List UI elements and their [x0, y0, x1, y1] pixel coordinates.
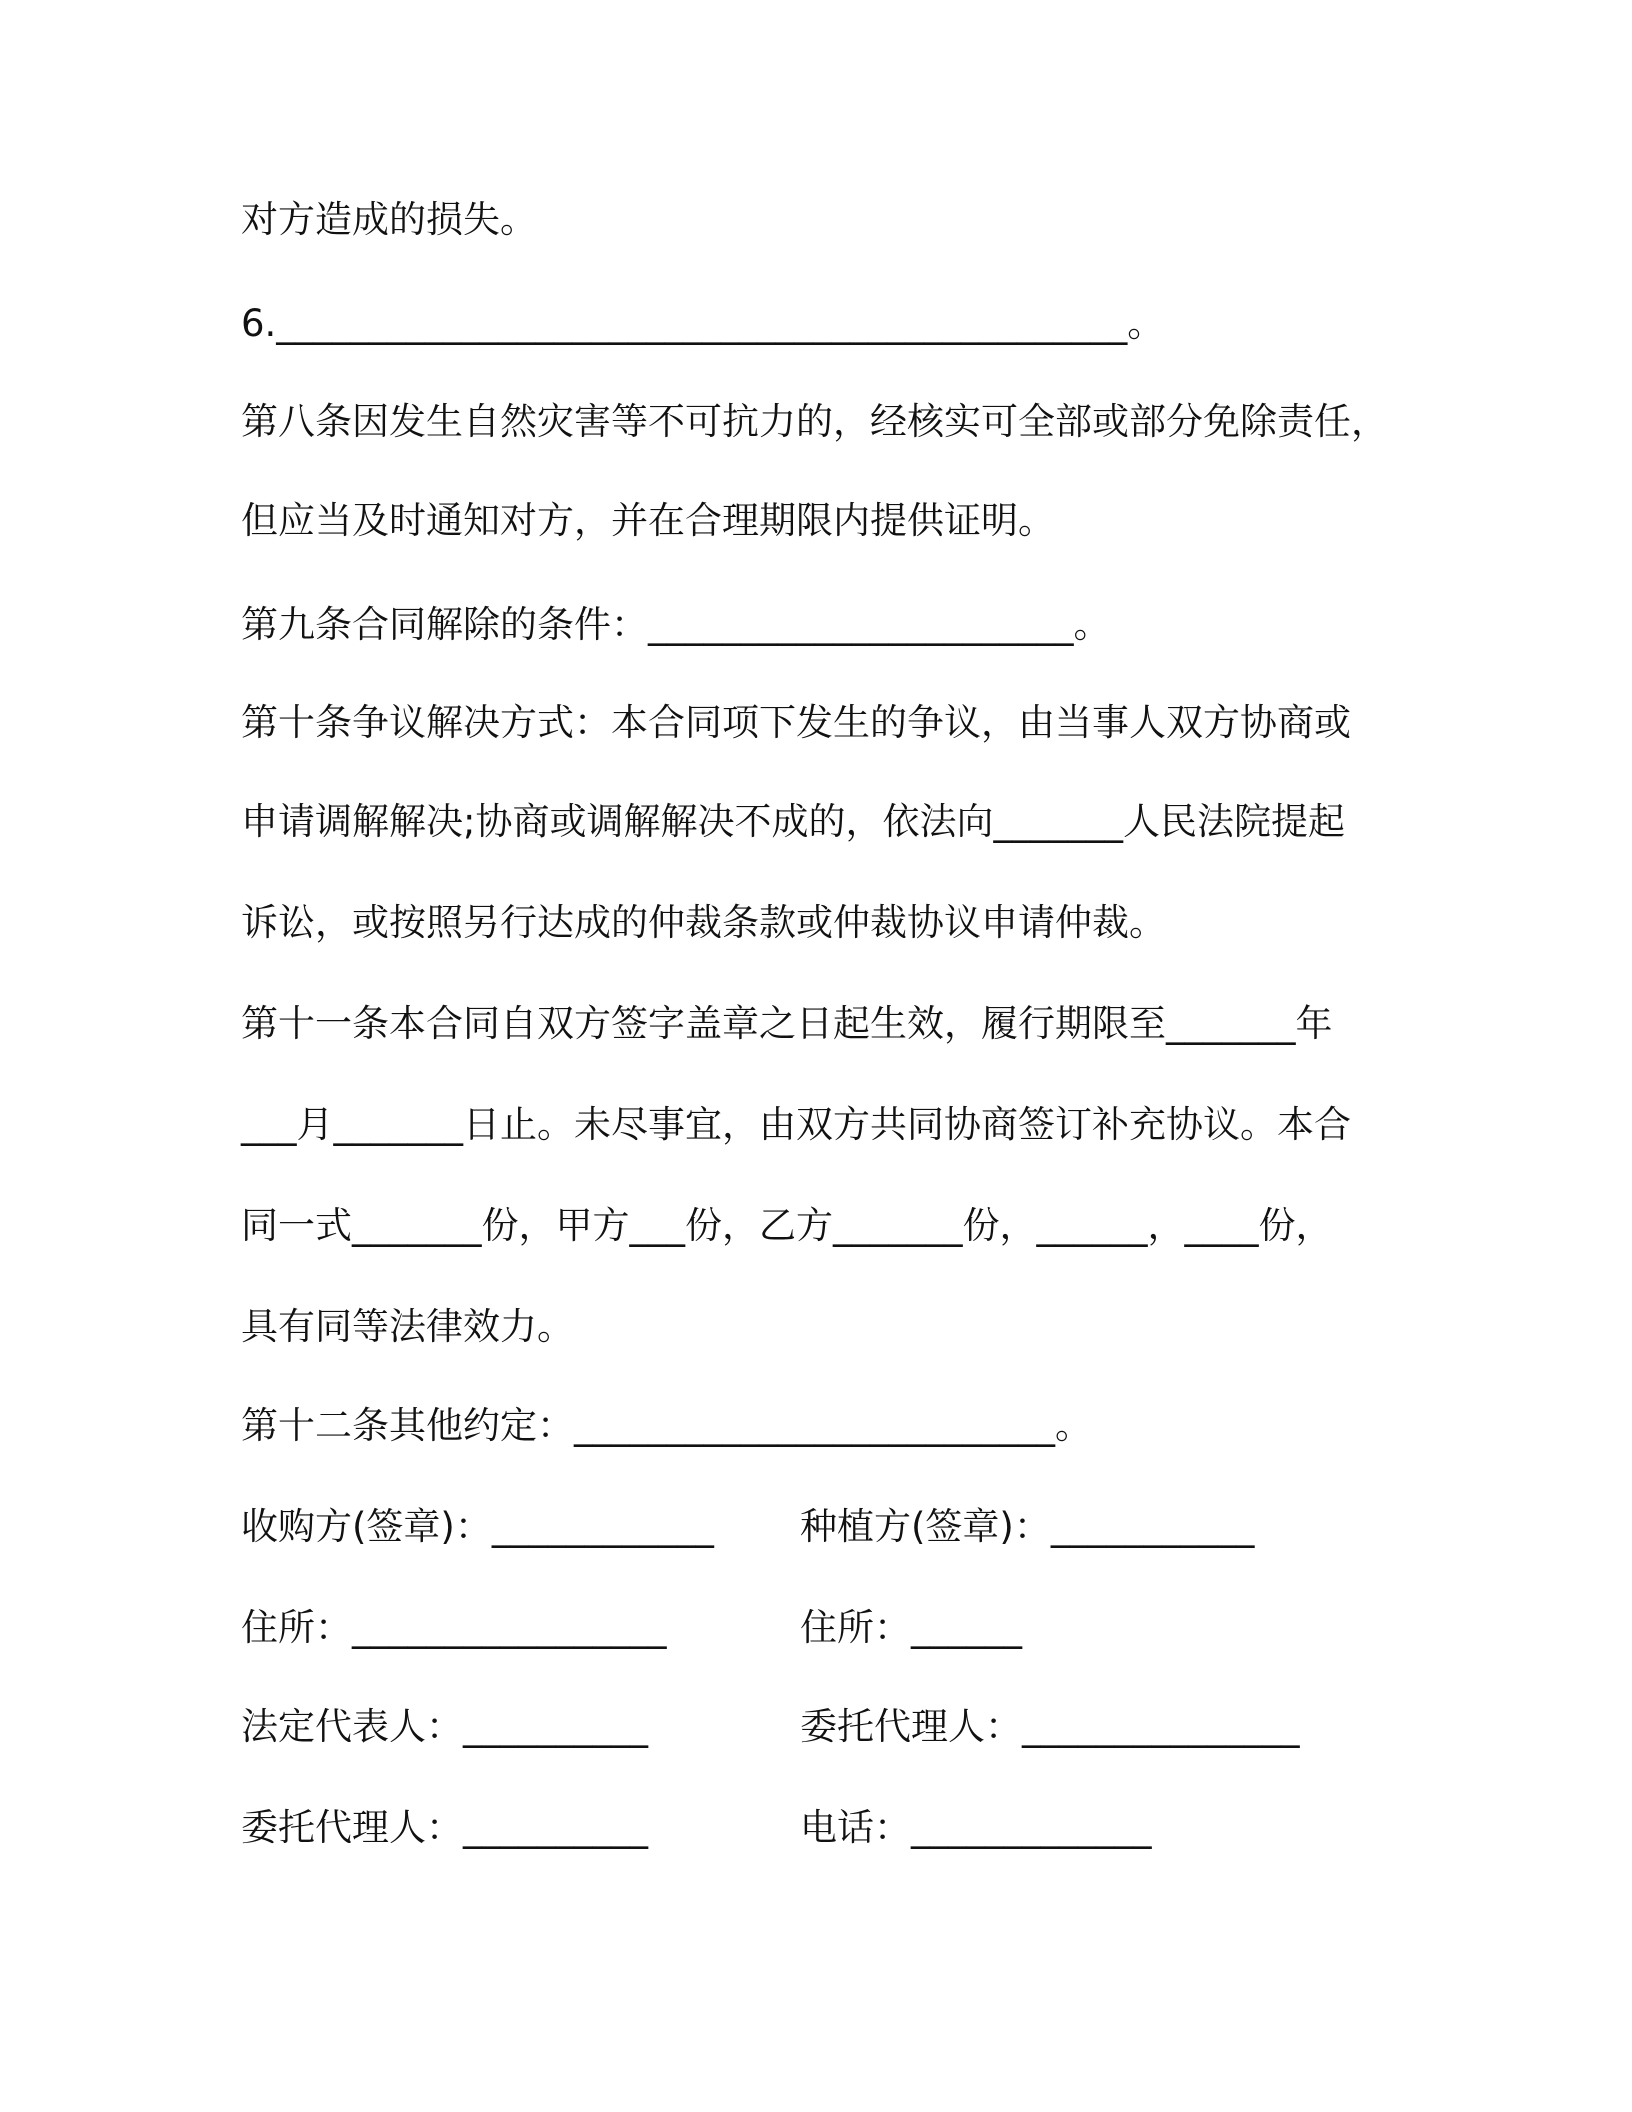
article-10-line: 第十条争议解决方式：本合同项下发生的争议，由当事人双方协商或	[241, 701, 1351, 744]
text-line: ___月_______日止。未尽事宜，由双方共同协商签订补充协议。本合	[241, 1103, 1351, 1146]
text-line: 诉讼，或按照另行达成的仲裁条款或仲裁协议申请仲裁。	[241, 901, 1166, 944]
buyer-address-line: 住所：_________________	[241, 1606, 667, 1649]
article-8-line: 第八条因发生自然灾害等不可抗力的，经核实可全部或部分免除责任，	[241, 400, 1388, 443]
text-line: 具有同等法律效力。	[241, 1305, 574, 1348]
article-12-line: 第十二条其他约定：__________________________。	[241, 1404, 1092, 1447]
article-11-line: 第十一条本合同自双方签字盖章之日起生效，履行期限至_______年	[241, 1002, 1333, 1045]
text-line: 对方造成的损失。	[241, 198, 537, 241]
grower-address-line: 住所：______	[800, 1606, 1022, 1649]
grower-phone-line: 电话：_____________	[800, 1806, 1152, 1849]
buyer-legal-rep-line: 法定代表人：__________	[241, 1705, 648, 1748]
grower-agent-line: 委托代理人：_______________	[800, 1705, 1300, 1748]
article-9-line: 第九条合同解除的条件：_______________________。	[241, 603, 1111, 646]
text-line: 同一式_______份，甲方___份，乙方_______份，______，____份，	[241, 1204, 1333, 1247]
text-line: 申请调解解决;协商或调解解决不成的，依法向_______人民法院提起	[241, 800, 1345, 843]
buyer-agent-line: 委托代理人：__________	[241, 1806, 648, 1849]
buyer-signature-line: 收购方(签章)：____________	[241, 1505, 714, 1548]
grower-signature-line: 种植方(签章)：___________	[800, 1505, 1255, 1548]
clause-6-line: 6.______________________________________________。	[241, 302, 1165, 345]
text-line: 但应当及时通知对方，并在合理期限内提供证明。	[241, 499, 1055, 542]
